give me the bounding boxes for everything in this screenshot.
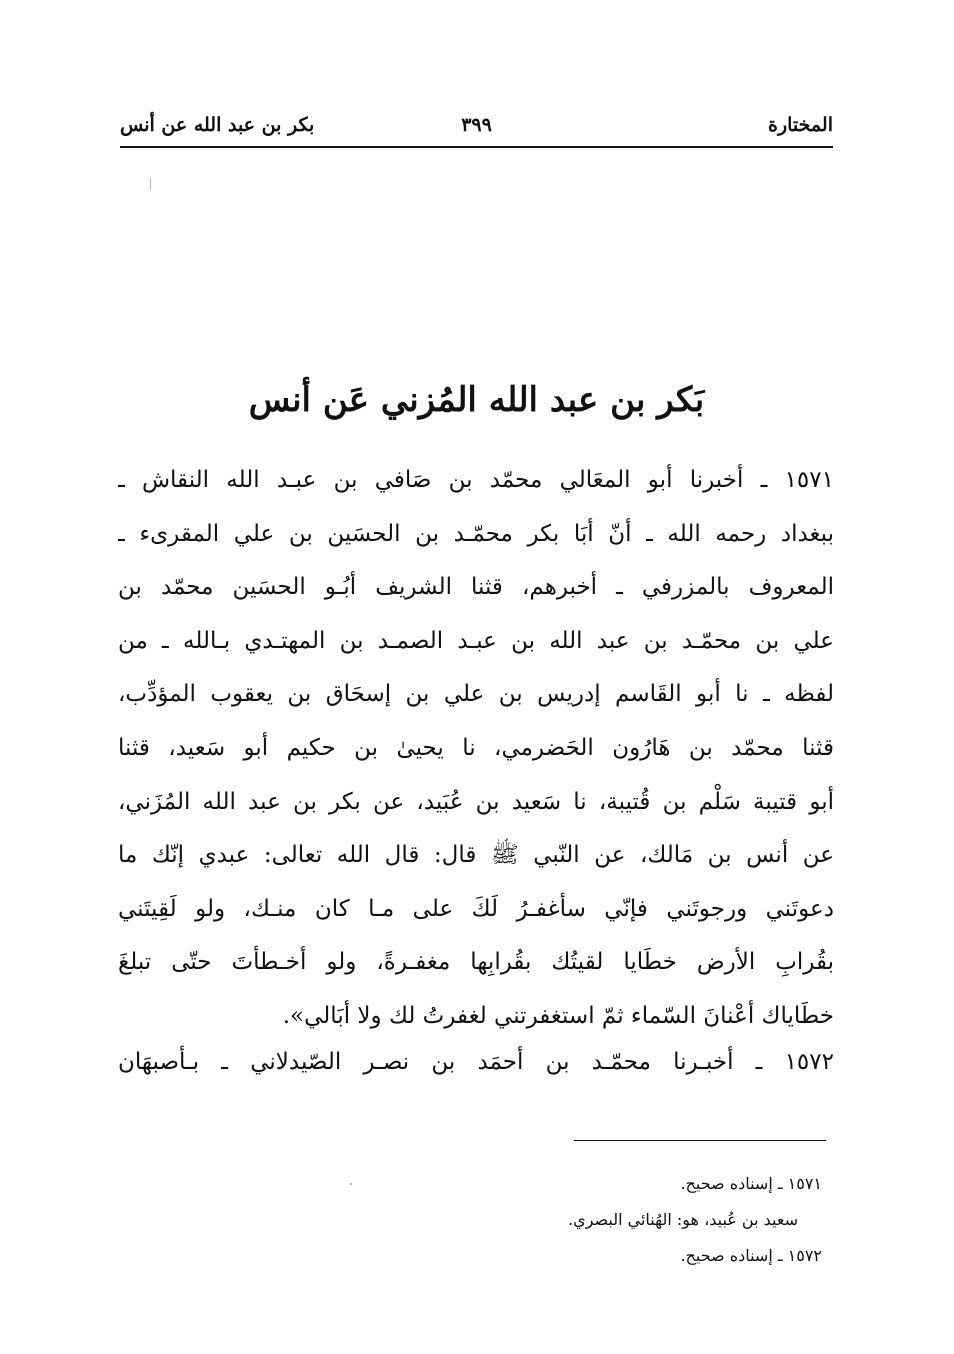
hadith-1572 <box>118 1036 834 1090</box>
text-line: ١٥٧١ ـ أخبرنا أبو المعَالي محمّد بن صَافي بن عبـد الله النقاش ـ <box>118 467 834 493</box>
text-line: ١٥٧٢ ـ أخبـرنا محمّـد بن أحمَد بن نصـر الصّيدلاني ـ بـأصبهَان <box>118 1049 834 1075</box>
header-section-title: بكر بن عبد الله عن أنس <box>120 114 315 136</box>
text-line: قثنا محمّد بن هَارُون الحَضرمي، نا يحيىٰ بن حكيم أبو سَعيد، قثنا <box>118 734 834 761</box>
page-number: ٣٩٩ <box>461 114 492 136</box>
footnotes <box>262 1166 822 1274</box>
footnote: ١٥٧١ ـ إسناده صحيح. <box>680 1174 822 1193</box>
text-line: المعروف بالمزرفي ـ أخبرهم، قثنا الشريف أبُـو الحسَين محمّد بن <box>118 574 834 601</box>
hadith-1571 <box>118 454 834 1044</box>
header-book-title: المختارة <box>768 114 833 136</box>
text-line: خطَاياك أعْنانَ السّماء ثمّ استغفرتني لغفرتُ لك ولا أبَالي». <box>282 1002 834 1029</box>
text-line: لفظه ـ نا أبو القَاسم إدريس بن علي بن إسحَاق بن يعقوب المؤدِّب، <box>118 681 834 708</box>
text-line: ببغداد رحمه الله ـ أنّ أبَا بكر محمّـد بن الحسَين بن علي المقرىء ـ <box>118 520 834 547</box>
text-line: عن أنس بن مَالك، عن النّبي ﷺ قال: قال الله تعالى: عبدي إنّك ما <box>118 842 834 869</box>
text-line: أبو قتيبة سَلْم بن قُتيبة، نا سَعيد بن عُبَيد، عن بكر بن عبد الله المُزَني، <box>118 788 834 815</box>
text-line: علي بن محمّـد بن عبد الله بن عبـد الصمـد بن المهتـدي بـالله ـ من <box>118 627 834 654</box>
running-header <box>120 112 833 148</box>
text-line: دعوتَني ورجوتَني فإنّي سأغفـرُ لَكَ على مـا كان منـك، ولو لَقِيتَني <box>118 895 834 922</box>
footnote: ١٥٧٢ ـ إسناده صحيح. <box>680 1246 822 1265</box>
chapter-title: بَكر بن عبد الله المُزني عَن أنس <box>248 380 705 420</box>
footnote: سعيد بن عُبيد، هو: الهُنائي البصري. <box>568 1210 798 1229</box>
footnote-divider <box>574 1140 826 1141</box>
text-line: بقُرابِ الأرض خطَايا لقيتُك بقُرابِها مغفـرةً، ولو أخـطأتَ حتّى تبلغَ <box>118 949 834 976</box>
scan-mark <box>150 178 151 190</box>
